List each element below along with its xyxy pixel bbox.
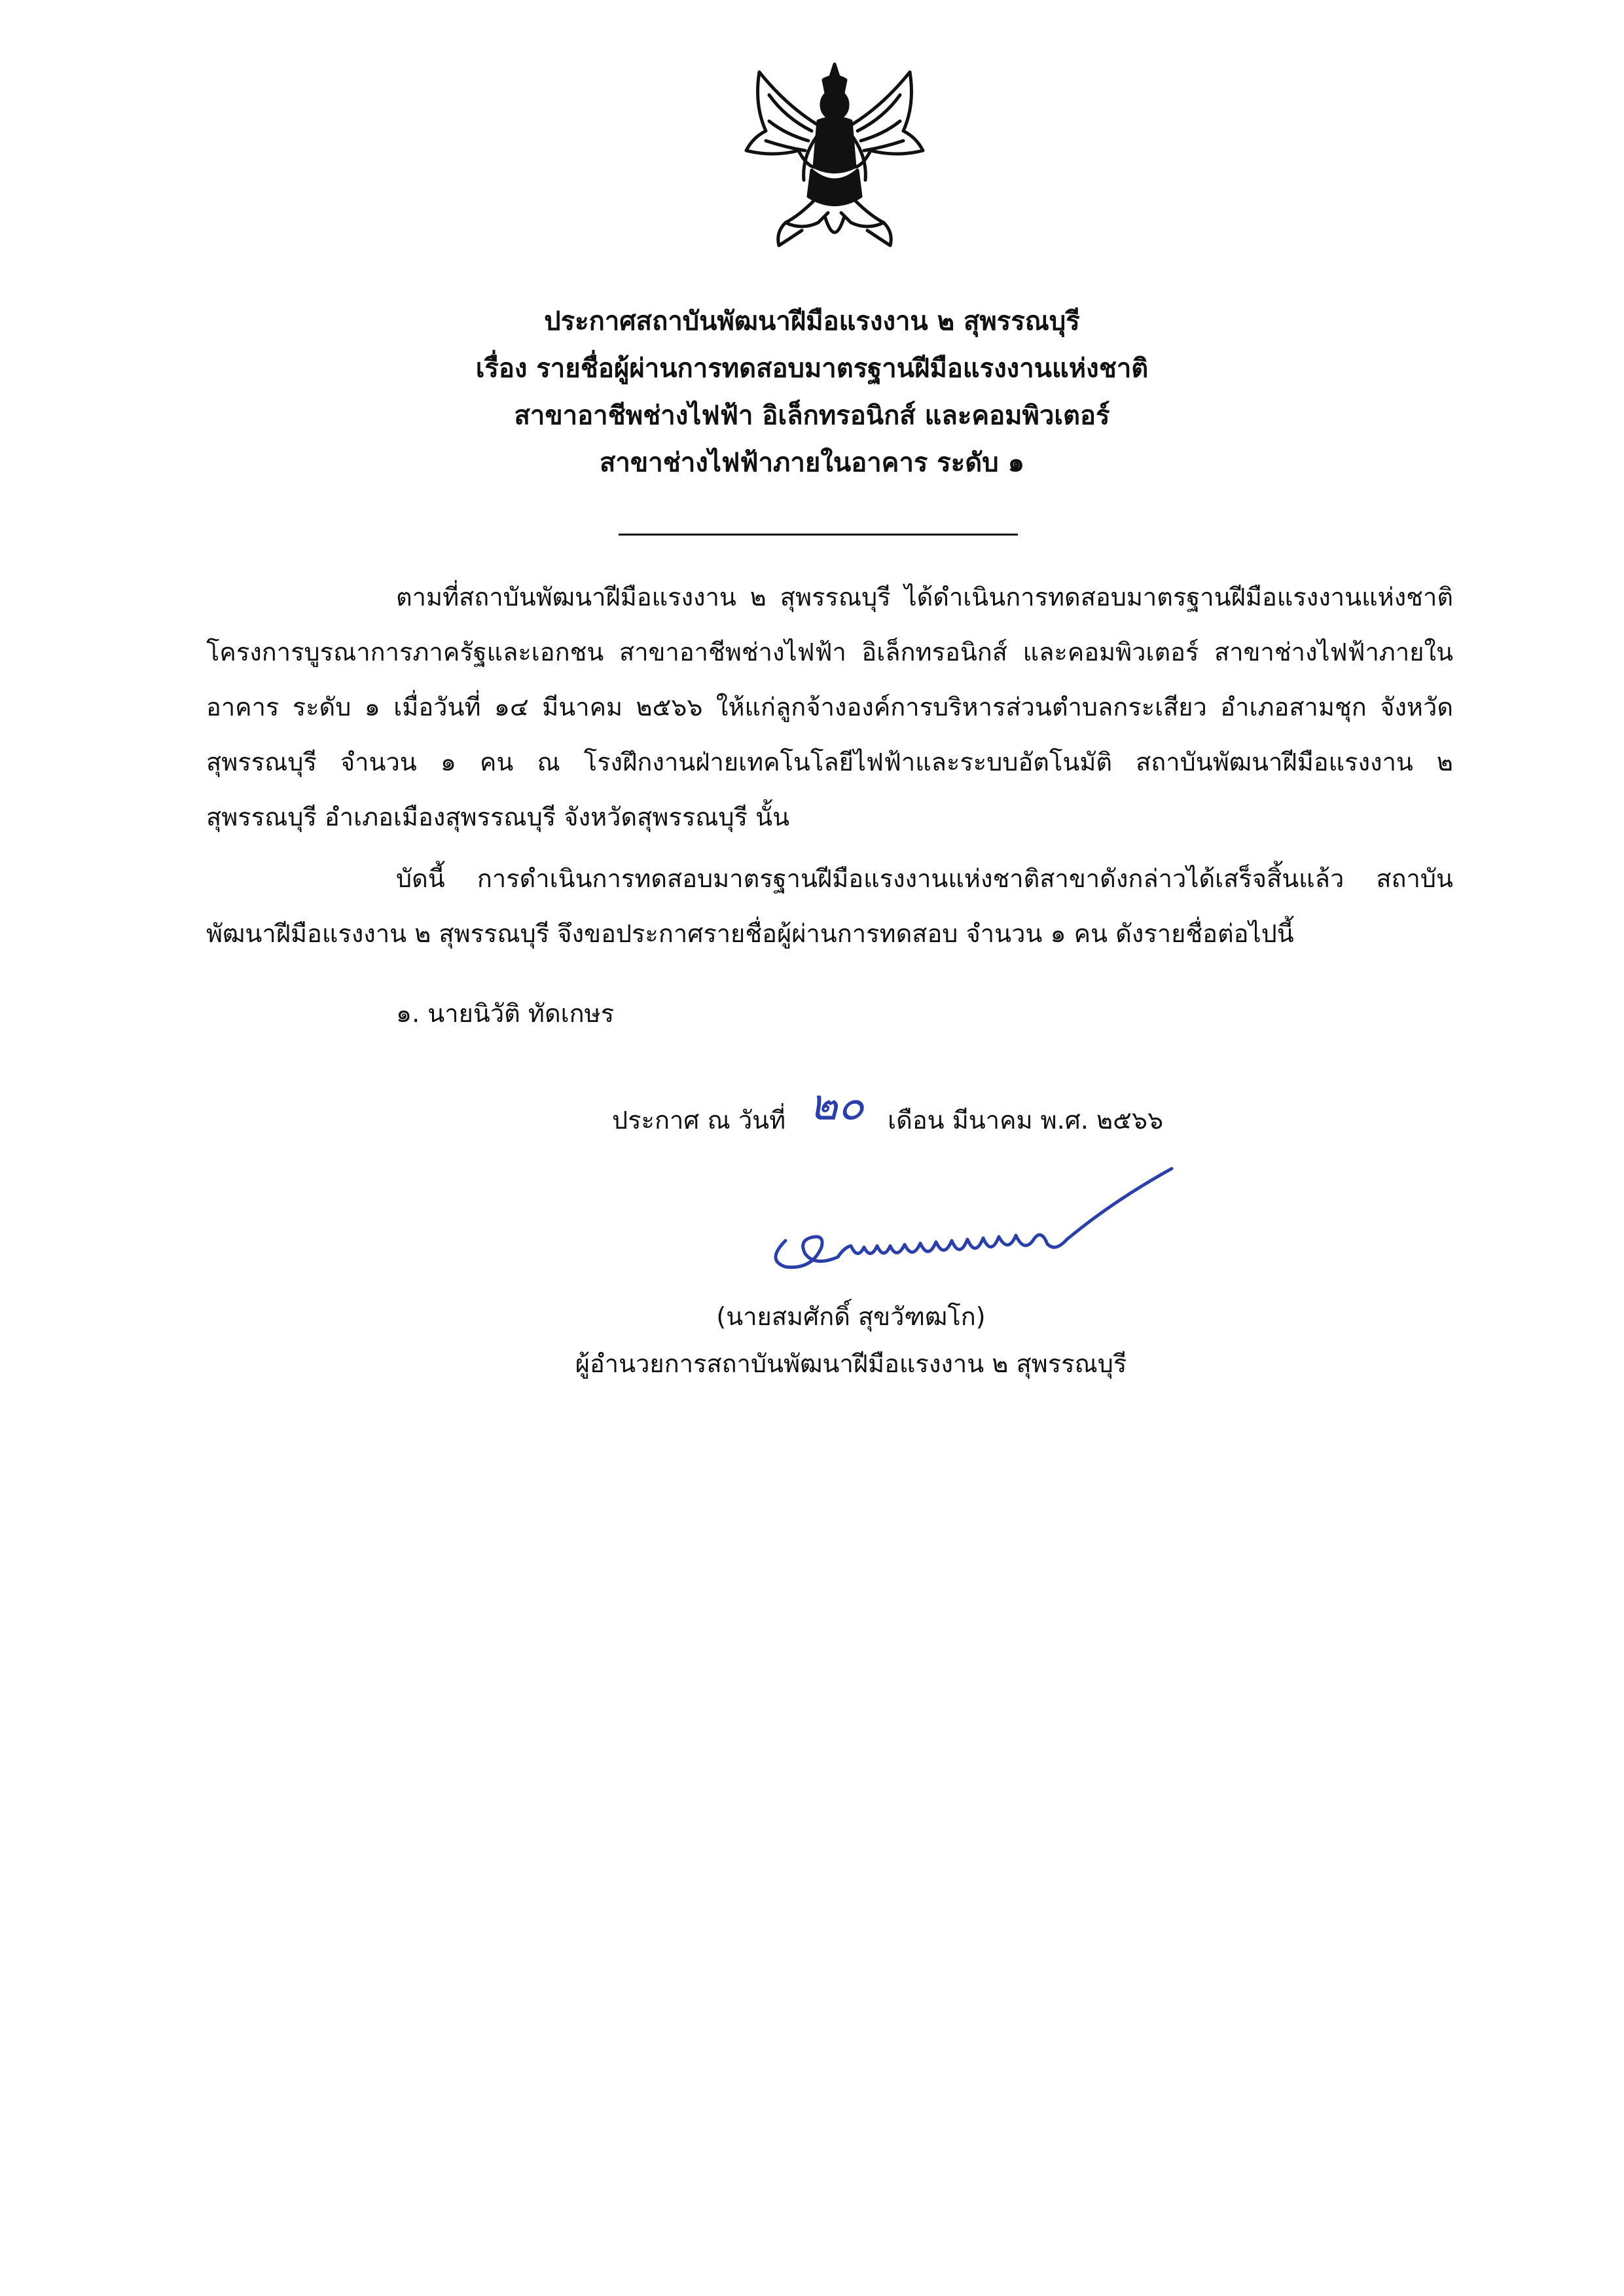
header-line-4: สาขาช่างไฟฟ้าภายในอาคาร ระดับ ๑ bbox=[600, 448, 1024, 478]
signer-name: (นายสมศักดิ์ สุขวัฑฒโก) bbox=[716, 1302, 986, 1331]
passer-list-item: ๑. นายนิวัติ ทัดเกษร bbox=[396, 999, 615, 1028]
handwritten-signature-icon bbox=[759, 1162, 1178, 1286]
header-divider bbox=[619, 534, 1018, 536]
header-line-2: เรื่อง รายชื่อผู้ผ่านการทดสอบมาตรฐานฝีมือแรงงานแห่งชาติ bbox=[475, 354, 1149, 384]
announcement-dateline bbox=[612, 1080, 1164, 1140]
signer-position: ผู้อำนวยการสถาบันพัฒนาฝีมือแรงงาน ๒ สุพรรณบุรี bbox=[575, 1349, 1127, 1378]
body-paragraph-2: บัดนี้ การดำเนินการทดสอบมาตรฐานฝีมือแรงงานแห่งชาติสาขาดังกล่าวได้เสร็จสิ้นแล้ว สถาบันพัฒนาฝีมือแรงงาน ๒ สุพรรณบุรี จึงขอประกาศรายชื่อผู้ผ่านการทดสอบ จำนวน ๑ คน ดังรายชื่อต่อไปนี้ bbox=[206, 864, 1453, 948]
announcement-header bbox=[196, 298, 1428, 486]
dateline-suffix: เดือน มีนาคม พ.ศ. ๒๕๖๖ bbox=[888, 1106, 1164, 1135]
dateline-prefix: ประกาศ ณ วันที่ bbox=[612, 1106, 786, 1135]
dateline-handwritten-day: ๒๐ bbox=[809, 1080, 865, 1130]
header-line-3: สาขาอาชีพช่างไฟฟ้า อิเล็กทรอนิกส์ และคอมพิวเตอร์ bbox=[514, 401, 1110, 431]
garuda-emblem-icon bbox=[740, 59, 929, 255]
header-line-1: ประกาศสถาบันพัฒนาฝีมือแรงงาน ๒ สุพรรณบุรี bbox=[544, 306, 1080, 337]
body-paragraph-1: ตามที่สถาบันพัฒนาฝีมือแรงงาน ๒ สุพรรณบุรี ได้ดำเนินการทดสอบมาตรฐานฝีมือแรงงานแห่งชาติ โครงการบูรณาการภาครัฐและเอกชน สาขาอาชีพช่างไฟฟ้า อิเล็กทรอนิกส์ และคอมพิวเตอร์ สาขาช่างไฟฟ้าภายในอาคาร ระดับ ๑ เมื่อวันที่ ๑๔ มีนาคม ๒๕๖๖ ให้แก่ลูกจ้างองค์การบริหารส่วนตำบลกระเสียว อำเภอสามชุก จังหวัดสุพรรณบุรี จำนวน ๑ คน ณ โรงฝึกงานฝ่ายเทคโนโลยีไฟฟ้าและระบบอัตโนมัติ สถาบันพัฒนาฝีมือแรงงาน ๒ สุพรรณบุรี อำเภอเมืองสุพรรณบุรี จังหวัดสุพรรณบุรี นั้น bbox=[206, 583, 1453, 831]
signer-block bbox=[458, 1293, 1244, 1387]
announcement-body bbox=[206, 570, 1453, 961]
